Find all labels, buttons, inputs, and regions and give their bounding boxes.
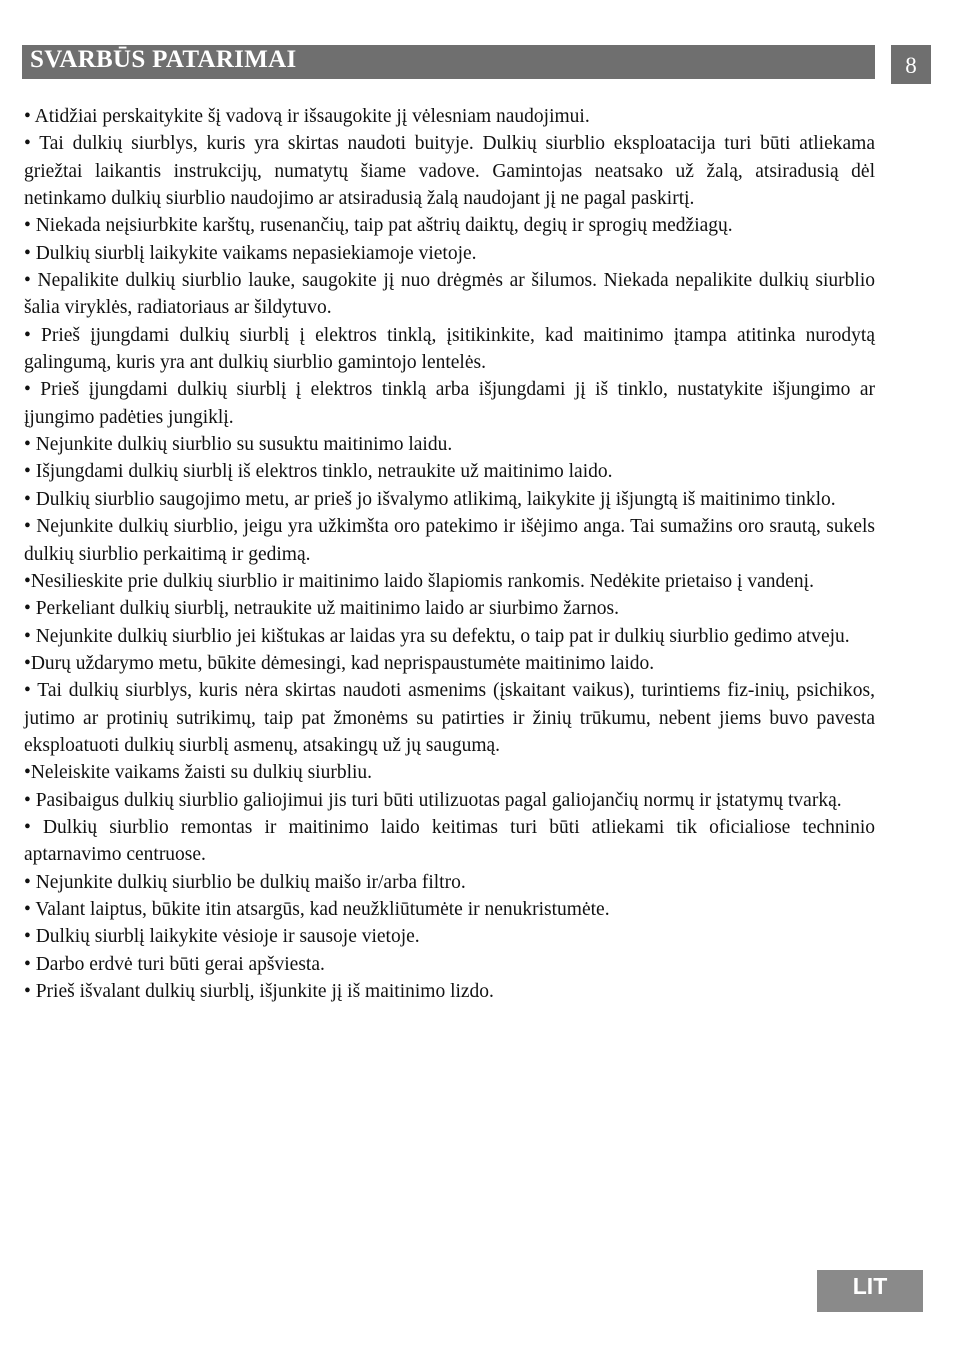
tip-paragraph: • Pasibaigus dulkių siurblio galiojimui jis turi būti utilizuotas pagal galiojančių normų ir įstatymų tvarką. (24, 789, 842, 811)
page-number: 8 (891, 45, 931, 84)
tip-paragraph: • Niekada neįsiurbkite karštų, rusenančių, taip pat aštrių daiktų, degių ir sprogių medžiagų. (24, 215, 733, 237)
tip-paragraph: • Nepalikite dulkių siurblio lauke, saugokite jį nuo drėgmės ar šilumos. Niekada nepalikite dulkių siurblio šalia viryklės, radiatoriaus ar šildytuvo. (24, 270, 875, 319)
tip-paragraph: • Dulkių siurblio saugojimo metu, ar prieš jo išvalymo atlikimą, laikykite jį išjungtą iš maitinimo tinklo. (24, 488, 836, 510)
safety-tips-list (24, 103, 875, 1005)
tip-paragraph: • Išjungdami dulkių siurblį iš elektros tinklo, netraukite už maitinimo laido. (24, 461, 613, 483)
tip-paragraph: • Nejunkite dulkių siurblio be dulkių maišo ir/arba filtro. (24, 871, 466, 893)
tip-paragraph: • Darbo erdvė turi būti gerai apšviesta. (24, 953, 325, 975)
tip-paragraph: • Tai dulkių siurblys, kuris nėra skirtas naudoti asmenims (įskaitant vaikus), turintiems fiz-inių, psichikos, jutimo ar protinių sutrikimų, taip pat žmonėms su patirties ir žinių trūkumu, nebent jiems buvo pavesta eksploatuoti dulkių siurblį asmenų, atsakingų už jų saugumą. (24, 680, 875, 756)
tip-paragraph: •Nesilieskite prie dulkių siurblio ir maitinimo laido šlapiomis rankomis. Nedėkite prietaiso į vandenį. (24, 570, 814, 592)
tip-paragraph: •Neleiskite vaikams žaisti su dulkių siurbliu. (24, 762, 373, 784)
tip-paragraph: • Dulkių siurblį laikykite vėsioje ir sausoje vietoje. (24, 926, 420, 948)
tip-paragraph: • Atidžiai perskaitykite šį vadovą ir išsaugokite jį vėlesniam naudojimui. (24, 106, 590, 127)
tip-paragraph: • Tai dulkių siurblys, kuris yra skirtas naudoti buityje. Dulkių siurblio eksploatacija turi būti atliekama griežtai laikantis instrukcijų, numatytų šiame vadove. Gamintojas neatsako už žalą, atsiradusią dėl netinkamo dulkių siurblio naudojimo ar atsiradusią žalą naudojant jį ne pagal paskirtį. (24, 133, 875, 210)
tip-paragraph: • Dulkių siurblio remontas ir maitinimo laido keitimas turi būti atliekami tik oficialiose techninio aptarnavimo centruose. (24, 816, 875, 866)
tip-paragraph: • Prieš įjungdami dulkių siurblį į elektros tinklą, įsitikinkite, kad maitinimo įtampa atitinka nurodytą galingumą, kuris yra ant dulkių siurblio gamintojo lentelės. (24, 324, 875, 374)
language-badge: LIT (817, 1270, 923, 1312)
section-title: SVARBŪS PATARIMAI (30, 46, 297, 73)
tip-paragraph: • Nejunkite dulkių siurblio su susuktu maitinimo laidu. (24, 434, 453, 456)
tip-paragraph: • Perkeliant dulkių siurblį, netraukite už maitinimo laido ar siurbimo žarnos. (24, 598, 619, 620)
tip-paragraph: • Prieš išvalant dulkių siurblį, išjunkite jį iš maitinimo lizdo. (24, 981, 494, 1002)
tip-paragraph: • Nejunkite dulkių siurblio, jeigu yra užkimšta oro patekimo ir išėjimo anga. Tai sumažins oro srautą, sukels dulkių siurblio perkaitimą ir gedimą. (24, 516, 875, 565)
tip-paragraph: • Prieš įjungdami dulkių siurblį į elektros tinklą arba išjungdami jį iš tinklo, nustatykite išjungimo ar įjungimo padėties jungiklį. (24, 379, 875, 428)
tip-paragraph: • Nejunkite dulkių siurblio jei kištukas ar laidas yra su defektu, o taip pat ir dulkių siurblio gedimo atveju. (24, 625, 850, 647)
section-header-bar (22, 45, 875, 79)
tip-paragraph: • Dulkių siurblį laikykite vaikams nepasiekiamoje vietoje. (24, 242, 477, 264)
tip-paragraph: •Durų uždarymo metu, būkite dėmesingi, kad neprispaustumėte maitinimo laido. (24, 652, 655, 674)
tip-paragraph: • Valant laiptus, būkite itin atsargūs, kad neužkliūtumėte ir nenukristumėte. (24, 898, 610, 920)
